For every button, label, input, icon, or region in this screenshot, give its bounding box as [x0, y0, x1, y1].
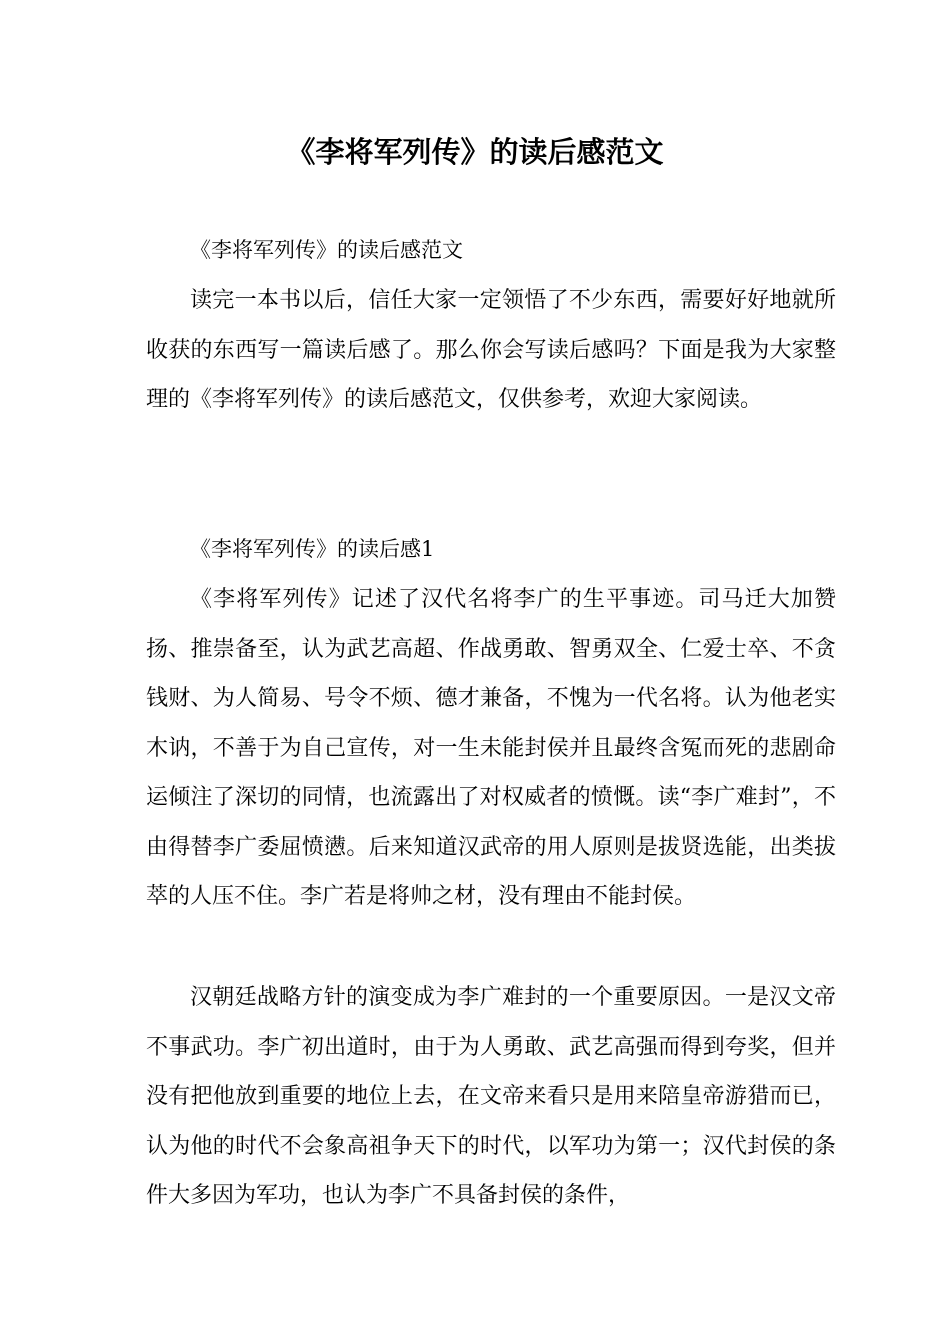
body-paragraph: 汉朝廷战略方针的演变成为李广难封的一个重要原因。一是汉文帝不事武功。李广初出道时，由于为人勇敢、武艺高强而得到夸奖，但并没有把他放到重要的地位上去，在文帝来看只是用来陪皇帝游猎而已，认为他的时代不会象高祖争天下的时代，以军功为第一；汉代封侯的条件大多因为军功，也认为李广不具备封侯的条件，: [146, 985, 836, 1208]
document-title: 《李将军列传》的读后感范文: [286, 135, 664, 169]
intro-paragraph: 读完一本书以后，信任大家一定领悟了不少东西，需要好好地就所收获的东西写一篇读后感了。那么你会写读后感吗？下面是我为大家整理的《李将军列传》的读后感范文，仅供参考，欢迎大家阅读。: [146, 288, 836, 412]
section-heading: 《李将军列传》的读后感1: [190, 537, 435, 561]
document-subtitle: 《李将军列传》的读后感范文: [190, 238, 463, 262]
body-paragraph: 《李将军列传》记述了汉代名将李广的生平事迹。司马迁大加赞扬、推崇备至，认为武艺高超、作战勇敢、智勇双全、仁爱士卒、不贪钱财、为人简易、号令不烦、德才兼备，不愧为一代名将。认为他老实木讷，不善于为自己宣传，对一生未能封侯并且最终含冤而死的悲剧命运倾注了深切的同情，也流露出了对权威者的愤慨。读“李广难封”，不由得替李广委屈愤懑。后来知道汉武帝的用人原则是拔贤选能，出类拔萃的人压不住。李广若是将帅之材，没有理由不能封侯。: [146, 587, 836, 909]
